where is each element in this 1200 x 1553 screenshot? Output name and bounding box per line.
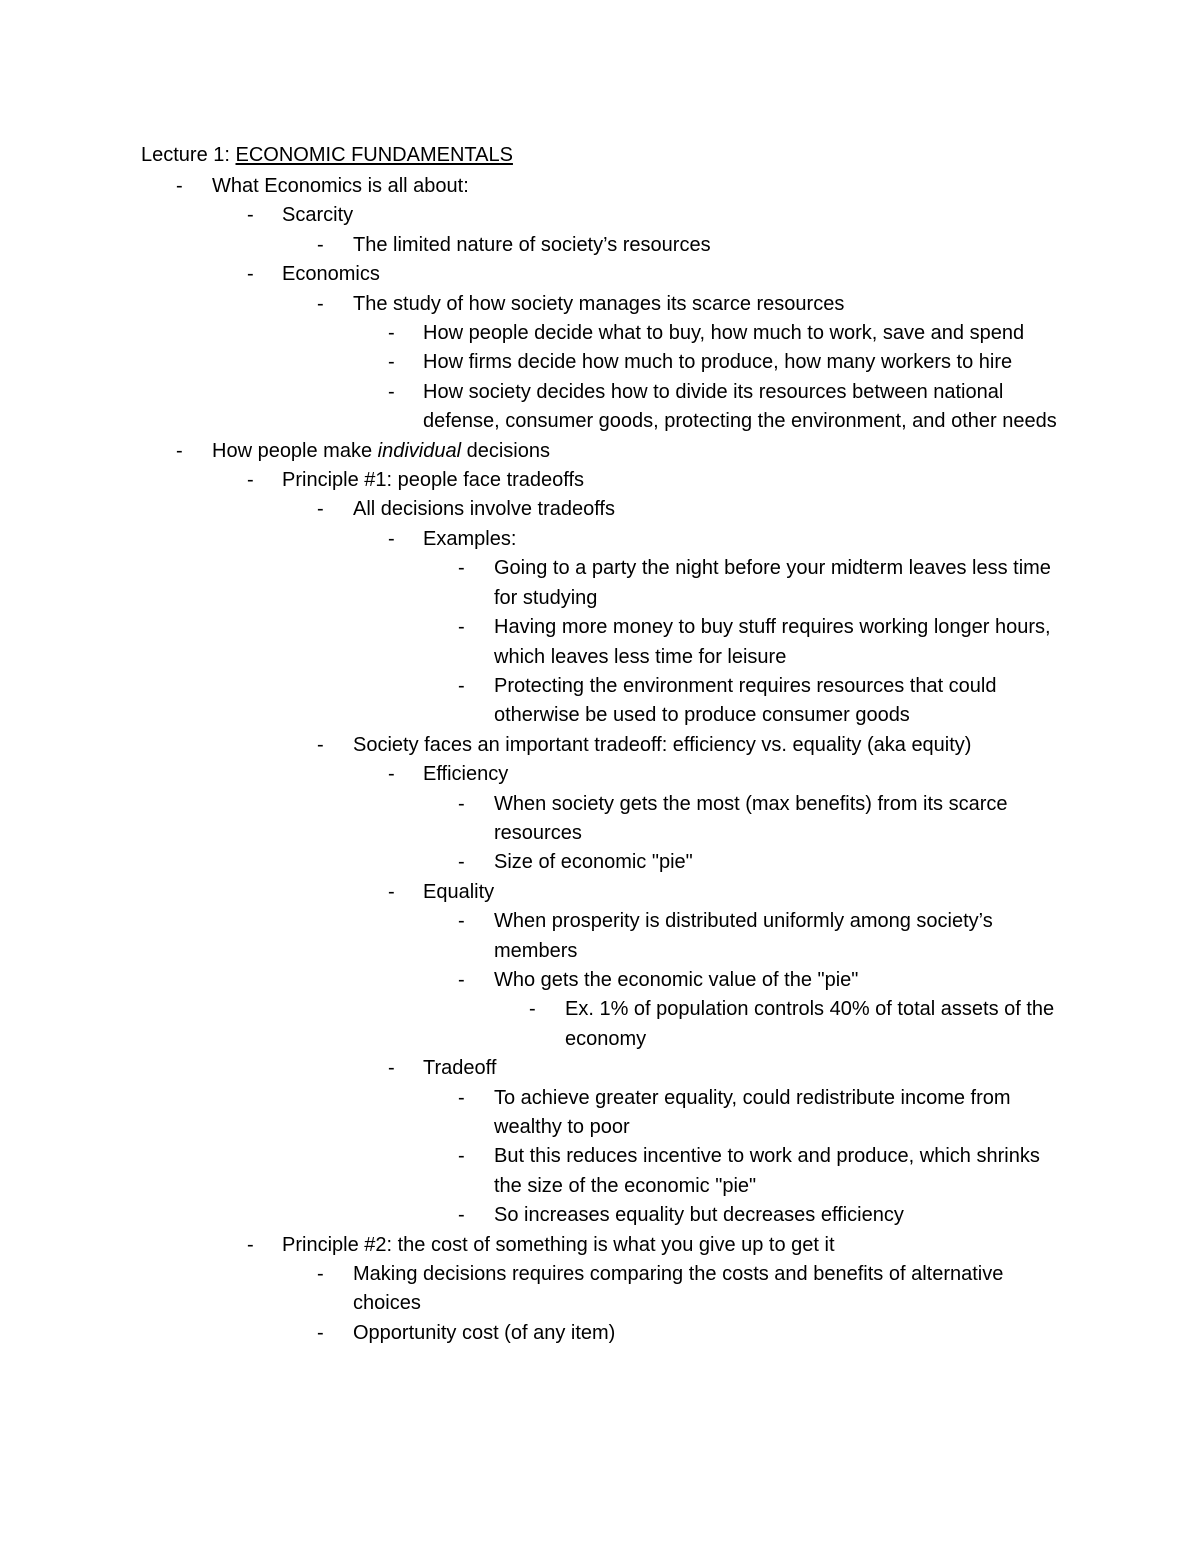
outline-item-text: Principle #1: people face tradeoffs <box>282 469 585 492</box>
outline-item-text: Economics <box>282 263 380 286</box>
outline-item-level-4 <box>0 525 1200 554</box>
bullet-dash: - <box>458 616 465 639</box>
outline-item-level-3 <box>0 1319 1200 1348</box>
bullet-dash: - <box>176 175 183 197</box>
bullet-dash: - <box>529 998 536 1021</box>
bullet-dash: - <box>388 322 395 345</box>
bullet-dash: - <box>458 1145 465 1168</box>
outline-item-text: Opportunity cost (of any item) <box>353 1321 616 1344</box>
bullet-dash: - <box>388 763 395 786</box>
emphasis-text: individual <box>377 439 462 462</box>
outline-item-text: So increases equality but decreases efficiency <box>494 1204 904 1227</box>
outline-item-level-3 <box>0 1260 1200 1319</box>
outline-item-text: Having more money to buy stuff requires working longer hours, which leaves less time for leisure <box>494 616 1051 668</box>
bullet-dash: - <box>176 439 183 462</box>
outline-item-text: Scarcity <box>282 204 354 227</box>
outline-item-level-5 <box>0 613 1200 672</box>
outline-item-level-3 <box>0 495 1200 524</box>
outline-item-text: Examples: <box>423 527 517 550</box>
bullet-dash: - <box>458 1204 465 1227</box>
outline-item-text: Who gets the economic value of the "pie" <box>494 968 859 991</box>
outline-item-text: How society decides how to divide its resources between national defense, consumer goods, protecting the environment, and other needs <box>423 380 1057 433</box>
outline-item-text: When prosperity is distributed uniformly among society’s members <box>494 910 993 962</box>
outline-item-level-2 <box>0 201 1200 230</box>
outline-item-text: Society faces an important tradeoff: efficiency vs. equality (aka equity) <box>353 733 972 756</box>
outline-item-level-4 <box>0 878 1200 907</box>
outline-item-text: Ex. 1% of population controls 40% of total assets of the economy <box>565 998 1055 1050</box>
bullet-dash: - <box>388 527 395 550</box>
outline-item-level-4 <box>0 348 1200 377</box>
outline-item-text: To achieve greater equality, could redistribute income from wealthy to poor <box>494 1086 1011 1138</box>
bullet-dash: - <box>458 1086 465 1109</box>
outline-item-level-6 <box>0 995 1200 1054</box>
bullet-dash: - <box>458 557 465 580</box>
outline-item-text: Size of economic "pie" <box>494 851 693 874</box>
bullet-dash: - <box>458 674 465 697</box>
outline-item-level-5 <box>0 907 1200 966</box>
outline-item-text: Principle #2: the cost of something is what you give up to get it <box>282 1233 835 1256</box>
outline-item-level-3 <box>0 290 1200 319</box>
outline-item-text: Equality <box>423 880 495 903</box>
bullet-dash: - <box>317 1321 324 1344</box>
bullet-dash: - <box>247 204 254 227</box>
bullet-dash: - <box>317 292 324 315</box>
page-title <box>141 142 513 168</box>
outline-item-text: Tradeoff <box>423 1057 497 1080</box>
outline-item-level-5 <box>0 966 1200 995</box>
bullet-dash: - <box>317 1263 324 1286</box>
outline-item-text: Efficiency <box>423 763 509 786</box>
outline-item-level-4 <box>0 319 1200 348</box>
outline-item-text: Protecting the environment requires resources that could otherwise be used to produce consumer goods <box>494 674 997 727</box>
outline-item-text: But this reduces incentive to work and produce, which shrinks the size of the economic "pie" <box>494 1145 1040 1197</box>
bullet-dash: - <box>388 1057 395 1080</box>
outline-item-level-4 <box>0 378 1200 437</box>
outline-item-level-2 <box>0 1231 1200 1260</box>
outline-item-level-5 <box>0 672 1200 731</box>
outline-item-text: How people decide what to buy, how much to work, save and spend <box>423 322 1025 345</box>
outline-item-text: Making decisions requires comparing the costs and benefits of alternative choices <box>353 1263 1004 1315</box>
outline-item-level-3 <box>0 231 1200 260</box>
text-part: How people make <box>212 439 378 462</box>
outline-item-level-3 <box>0 731 1200 760</box>
outline-item-text <box>212 437 1072 466</box>
bullet-dash: - <box>247 1233 254 1256</box>
bullet-dash: - <box>458 968 465 991</box>
bullet-dash: - <box>388 880 395 903</box>
outline-item-level-5 <box>0 790 1200 849</box>
text-part: decisions <box>461 439 550 462</box>
outline-item-level-5 <box>0 848 1200 877</box>
outline-item-text: When society gets the most (max benefits) from its scarce resources <box>494 792 1008 844</box>
outline-item-level-1 <box>0 172 1200 201</box>
notes-outline <box>0 172 1200 1348</box>
bullet-dash: - <box>317 498 324 521</box>
bullet-dash: - <box>388 351 395 374</box>
bullet-dash: - <box>458 851 465 874</box>
outline-item-level-5 <box>0 1142 1200 1201</box>
bullet-dash: - <box>247 469 254 492</box>
bullet-dash: - <box>317 233 324 256</box>
outline-item-text: How firms decide how much to produce, how many workers to hire <box>423 351 1013 374</box>
bullet-dash: - <box>458 792 465 815</box>
bullet-dash: - <box>458 910 465 933</box>
bullet-dash: - <box>247 263 254 286</box>
outline-item-text: Going to a party the night before your midterm leaves less time for studying <box>494 557 1051 609</box>
outline-item-level-4 <box>0 1054 1200 1083</box>
title-prefix: Lecture 1: <box>141 144 236 166</box>
outline-item-level-5 <box>0 1084 1200 1143</box>
outline-item-level-2 <box>0 466 1200 495</box>
outline-item-text: All decisions involve tradeoffs <box>353 498 615 521</box>
title-underlined: ECONOMIC FUNDAMENTALS <box>235 144 513 166</box>
bullet-dash: - <box>317 733 324 756</box>
outline-item-text: What Economics is all about: <box>212 175 469 197</box>
outline-item-text: The study of how society manages its scarce resources <box>353 292 845 315</box>
bullet-dash: - <box>388 380 395 403</box>
outline-item-level-1 <box>0 437 1200 466</box>
outline-item-level-4 <box>0 760 1200 789</box>
outline-item-level-5 <box>0 554 1200 613</box>
outline-item-text: The limited nature of society’s resources <box>353 233 711 256</box>
outline-item-level-2 <box>0 260 1200 289</box>
outline-item-level-5 <box>0 1201 1200 1230</box>
